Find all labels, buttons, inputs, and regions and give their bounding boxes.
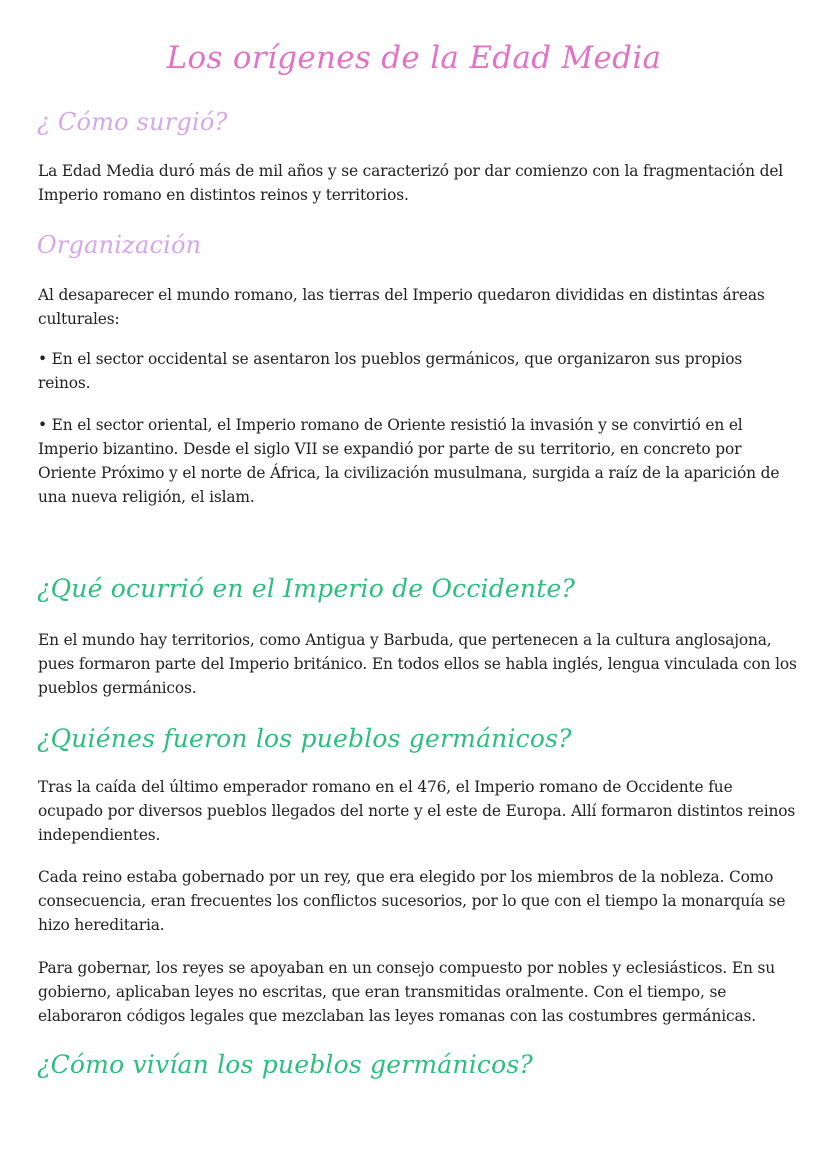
section-heading-imperio-occidente: ¿Qué ocurrió en el Imperio de Occidente?: [37, 574, 576, 603]
bullet-paragraph: • En el sector occidental se asentaron los pueblos germánicos, que organizaron sus propios reinos.: [38, 350, 743, 392]
bullet-paragraph: • En el sector oriental, el Imperio romano de Oriente resistió la invasión y se convirtió en el Imperio bizantino. Desde el siglo VII se expandió por parte de su territorio, en concreto por Oriente Próximo y el norte de África, la civilización musulmana, surgida a raíz de la aparición de una nueva religión, el islam.: [38, 416, 780, 506]
section-heading-quienes-pueblos-germanicos: ¿Quiénes fueron los pueblos germánicos?: [37, 724, 572, 753]
paragraph: Para gobernar, los reyes se apoyaban en un consejo compuesto por nobles y eclesiásticos. En su gobierno, aplicaban leyes no escritas, que eran transmitidas oralmente. Con el tiempo, se elaboraron códigos legales que mezclaban las leyes romanas con las costumbres germánicas.: [38, 959, 776, 1025]
section-heading-organizacion: Organización: [37, 231, 202, 259]
section-heading-como-vivian: ¿Cómo vivían los pueblos germánicos?: [37, 1050, 533, 1079]
page-title: Los orígenes de la Edad Media: [166, 40, 662, 76]
paragraph: Al desaparecer el mundo romano, las tierras del Imperio quedaron divididas en distintas áreas culturales:: [38, 286, 765, 328]
section-heading-como-surgio: ¿ Cómo surgió?: [37, 108, 228, 136]
paragraph: Cada reino estaba gobernado por un rey, que era elegido por los miembros de la nobleza. Como consecuencia, eran frecuentes los conflictos sucesorios, por lo que con el tiempo la monarquía se hizo hereditaria.: [38, 868, 786, 934]
paragraph: En el mundo hay territorios, como Antigua y Barbuda, que pertenecen a la cultura anglosajona, pues formaron parte del Imperio británico. En todos ellos se habla inglés, lengua vinculada con los pueblos germánicos.: [38, 631, 797, 697]
paragraph: La Edad Media duró más de mil años y se caracterizó por dar comienzo con la fragmentación del Imperio romano en distintos reinos y territorios.: [38, 162, 784, 204]
paragraph: Tras la caída del último emperador romano en el 476, el Imperio romano de Occidente fue ocupado por diversos pueblos llegados del norte y el este de Europa. Allí formaron distintos reinos independientes.: [38, 778, 796, 844]
